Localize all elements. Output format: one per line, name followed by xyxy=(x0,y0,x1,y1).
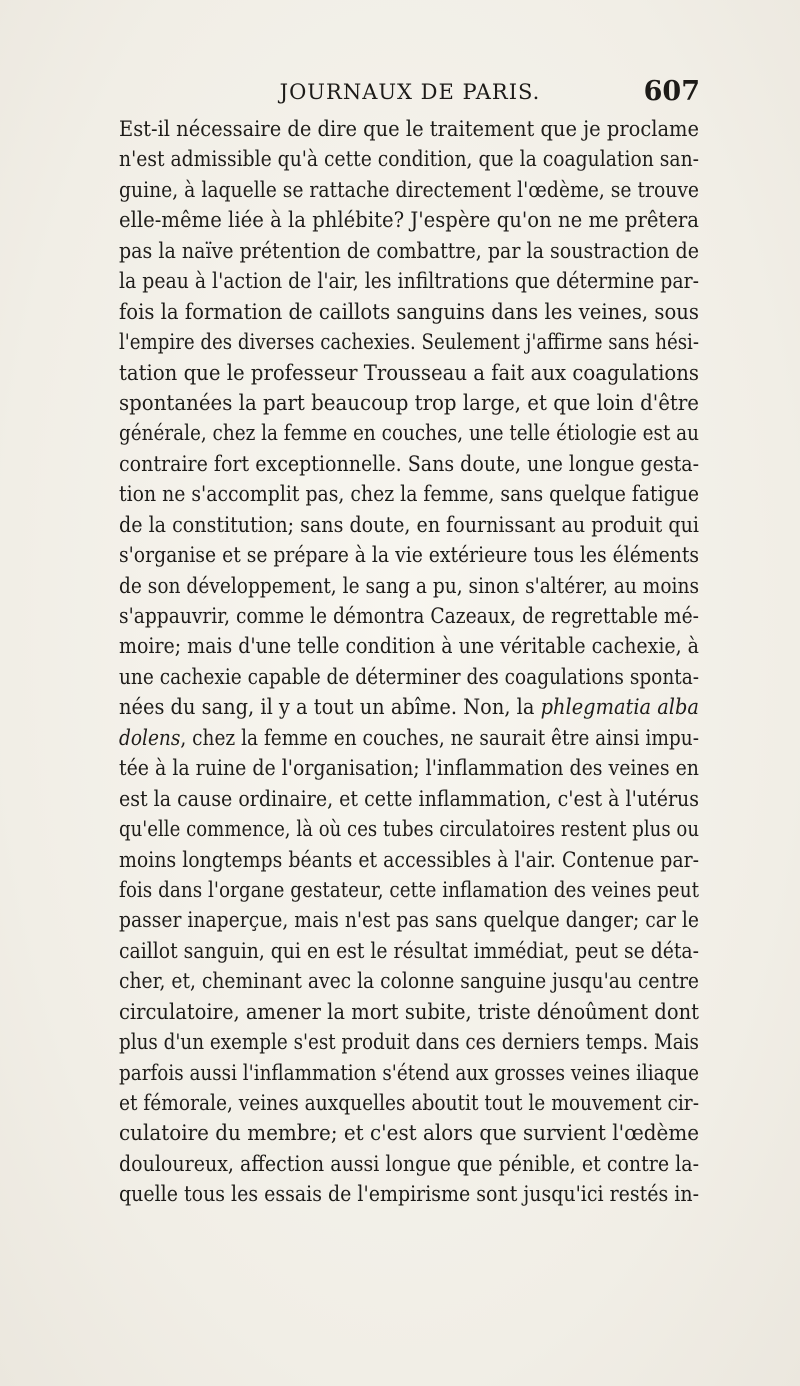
text-line: nées du sang, il y a tout un abîme. Non, la phlegmatia alba xyxy=(119,695,699,720)
text-line: s'appauvrir, comme le démontra Cazeaux, de regrettable mé- xyxy=(119,604,699,628)
text-line: la peau à l'action de l'air, les infiltrations que détermine par- xyxy=(119,269,699,294)
text-line: spontanées la part beaucoup trop large, et que loin d'être xyxy=(119,390,699,415)
text-line: caillot sanguin, qui en est le résultat immédiat, peut se déta- xyxy=(119,938,699,963)
text-line: n'est admissible qu'à cette condition, que la coagulation san- xyxy=(119,147,699,172)
text-line: l'empire des diverses cachexies. Seulement j'affirme sans hési- xyxy=(119,330,699,355)
body-text xyxy=(119,114,699,1210)
text-line: cher, et, cheminant avec la colonne sanguine jusqu'au centre xyxy=(119,969,699,994)
text-line: tée à la ruine de l'organisation; l'inflammation des veines en xyxy=(119,756,699,781)
text-line: circulatoire, amener la mort subite, triste dénoûment dont xyxy=(119,999,699,1024)
text-line: s'organise et se prépare à la vie extérieure tous les éléments xyxy=(119,543,700,568)
italic-term: dolens xyxy=(119,725,181,750)
text-line: elle-même liée à la phlébite? J'espère qu'on ne me prêtera xyxy=(119,208,700,233)
text-line: culatoire du membre; et c'est alors que survient l'œdème xyxy=(119,1121,700,1146)
text-line: générale, chez la femme en couches, une telle étiologie est au xyxy=(119,421,699,446)
text-line: une cachexie capable de déterminer des coagulations sponta- xyxy=(119,664,700,689)
text-line: moins longtemps béants et accessibles à l'air. Contenue par- xyxy=(119,847,700,872)
text-line: pas la naïve prétention de combattre, par la soustraction de xyxy=(119,238,700,263)
text-line: dolens, chez la femme en couches, ne saurait être ainsi impu- xyxy=(119,725,699,750)
text-line: Est-il nécessaire de dire que le traitement que je proclame xyxy=(119,117,699,141)
text-line: de la constitution; sans doute, en fournissant au produit qui xyxy=(119,512,700,537)
text-line: quelle tous les essais de l'empirisme sont jusqu'ici restés in- xyxy=(119,1182,699,1207)
text-line: tion ne s'accomplit pas, chez la femme, sans quelque fatigue xyxy=(119,482,700,507)
text-line: guine, à laquelle se rattache directement l'œdème, se trouve xyxy=(119,177,700,202)
text-line: contraire fort exceptionnelle. Sans doute, une longue gesta- xyxy=(119,451,700,476)
running-head: JOURNAUX DE PARIS. xyxy=(279,80,541,104)
page-header xyxy=(120,76,700,112)
text-line: fois la formation de caillots sanguins dans les veines, sous xyxy=(119,299,700,324)
text-line: de son développement, le sang a pu, sinon s'altérer, au moins xyxy=(119,573,700,598)
text-line: parfois aussi l'inflammation s'étend aux grosses veines iliaque xyxy=(119,1060,700,1085)
text-line: douloureux, affection aussi longue que pénible, et contre la- xyxy=(119,1151,700,1176)
text-line: passer inaperçue, mais n'est pas sans quelque danger; car le xyxy=(119,908,699,933)
text-line: moire; mais d'une telle condition à une véritable cachexie, à xyxy=(119,634,699,659)
text-line: est la cause ordinaire, et cette inflammation, c'est à l'utérus xyxy=(119,786,700,811)
italic-term: phlegmatia alba xyxy=(540,695,699,720)
text-line: plus d'un exemple s'est produit dans ces derniers temps. Mais xyxy=(119,1030,699,1055)
text-line: et fémorale, veines auxquelles aboutit tout le mouvement cir- xyxy=(119,1091,699,1115)
text-line: fois dans l'organe gestateur, cette inflamation des veines peut xyxy=(119,877,699,902)
page-number: 607 xyxy=(643,76,700,107)
text-line: tation que le professeur Trousseau a fait aux coagulations xyxy=(119,360,700,385)
text-line: qu'elle commence, là où ces tubes circulatoires restent plus ou xyxy=(119,817,700,842)
